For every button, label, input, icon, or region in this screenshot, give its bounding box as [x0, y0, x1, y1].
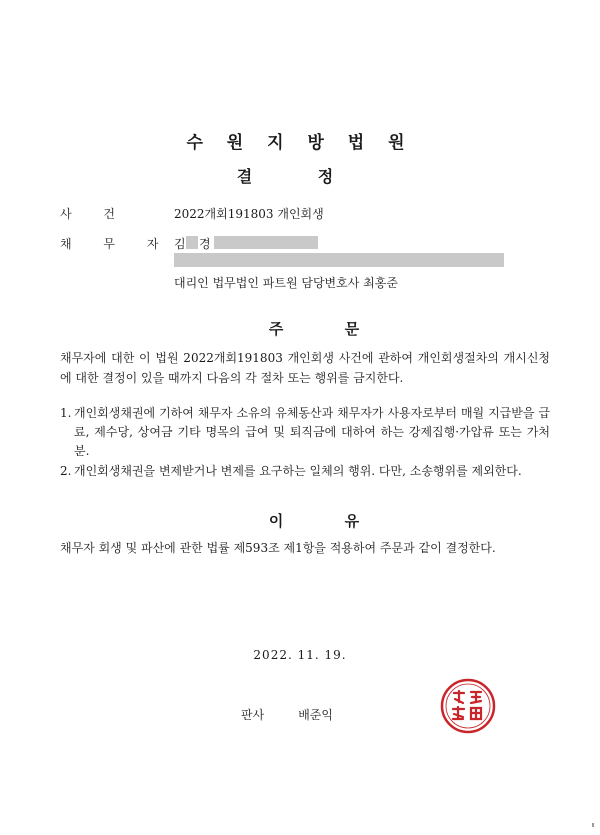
judge-title: 판사: [241, 708, 265, 722]
order-item-text: 개인회생채권에 기하여 채무자 소유의 유체동산과 채무자가 사용자로부터 매월 지급받을 급료, 제수당, 상여금 기타 명목의 급여 및 퇴직금에 대하여 하는 강제집행·가압류 또는 가처분.: [74, 406, 550, 458]
order-item-text: 개인회생채권을 변제받거나 변제를 요구하는 일체의 행위. 다만, 소송행위를 제외한다.: [74, 464, 522, 478]
decision-date: 2022. 11. 19.: [253, 648, 347, 662]
order-item-1: [60, 404, 550, 461]
judge-seal-stamp: [440, 678, 496, 734]
order-heading: 주 문: [268, 320, 388, 338]
redacted-address: [174, 253, 504, 267]
page-edge-mark: [592, 823, 594, 827]
order-intro: 채무자에 대한 이 법원 2022개회191803 개인회생 사건에 관하여 개인회생절차의 개시신청에 대한 결정이 있을 때까지 다음의 각 절차 또는 행위를 금지한다.: [60, 351, 550, 385]
judge-signature-line: [241, 706, 333, 723]
order-item-number: 1.: [60, 406, 72, 420]
debtor-name-prefix: 김: [174, 237, 186, 251]
debtor-agent: 대리인 법무법인 파트원 담당변호사 최홍준: [174, 276, 398, 290]
order-item-number: 2.: [60, 464, 72, 478]
judge-name: 배준익: [298, 708, 333, 722]
reason-heading: 이 유: [268, 512, 388, 530]
reason-text: 채무자 회생 및 파산에 관한 법률 제593조 제1항을 적용하여 주문과 같이 결정한다.: [60, 541, 496, 555]
redacted-name-mid: [186, 236, 198, 249]
debtor-label: 채 무 자: [60, 237, 173, 251]
debtor-name-suffix: 경: [199, 237, 211, 251]
court-name: 수 원 지 방 법 원: [186, 133, 414, 153]
case-number: 2022개회191803 개인회생: [174, 207, 324, 221]
redacted-id-number: [214, 236, 318, 249]
case-label: 사 건: [60, 207, 129, 221]
order-item-2: [60, 462, 550, 481]
document-title: 결 정: [236, 167, 364, 186]
